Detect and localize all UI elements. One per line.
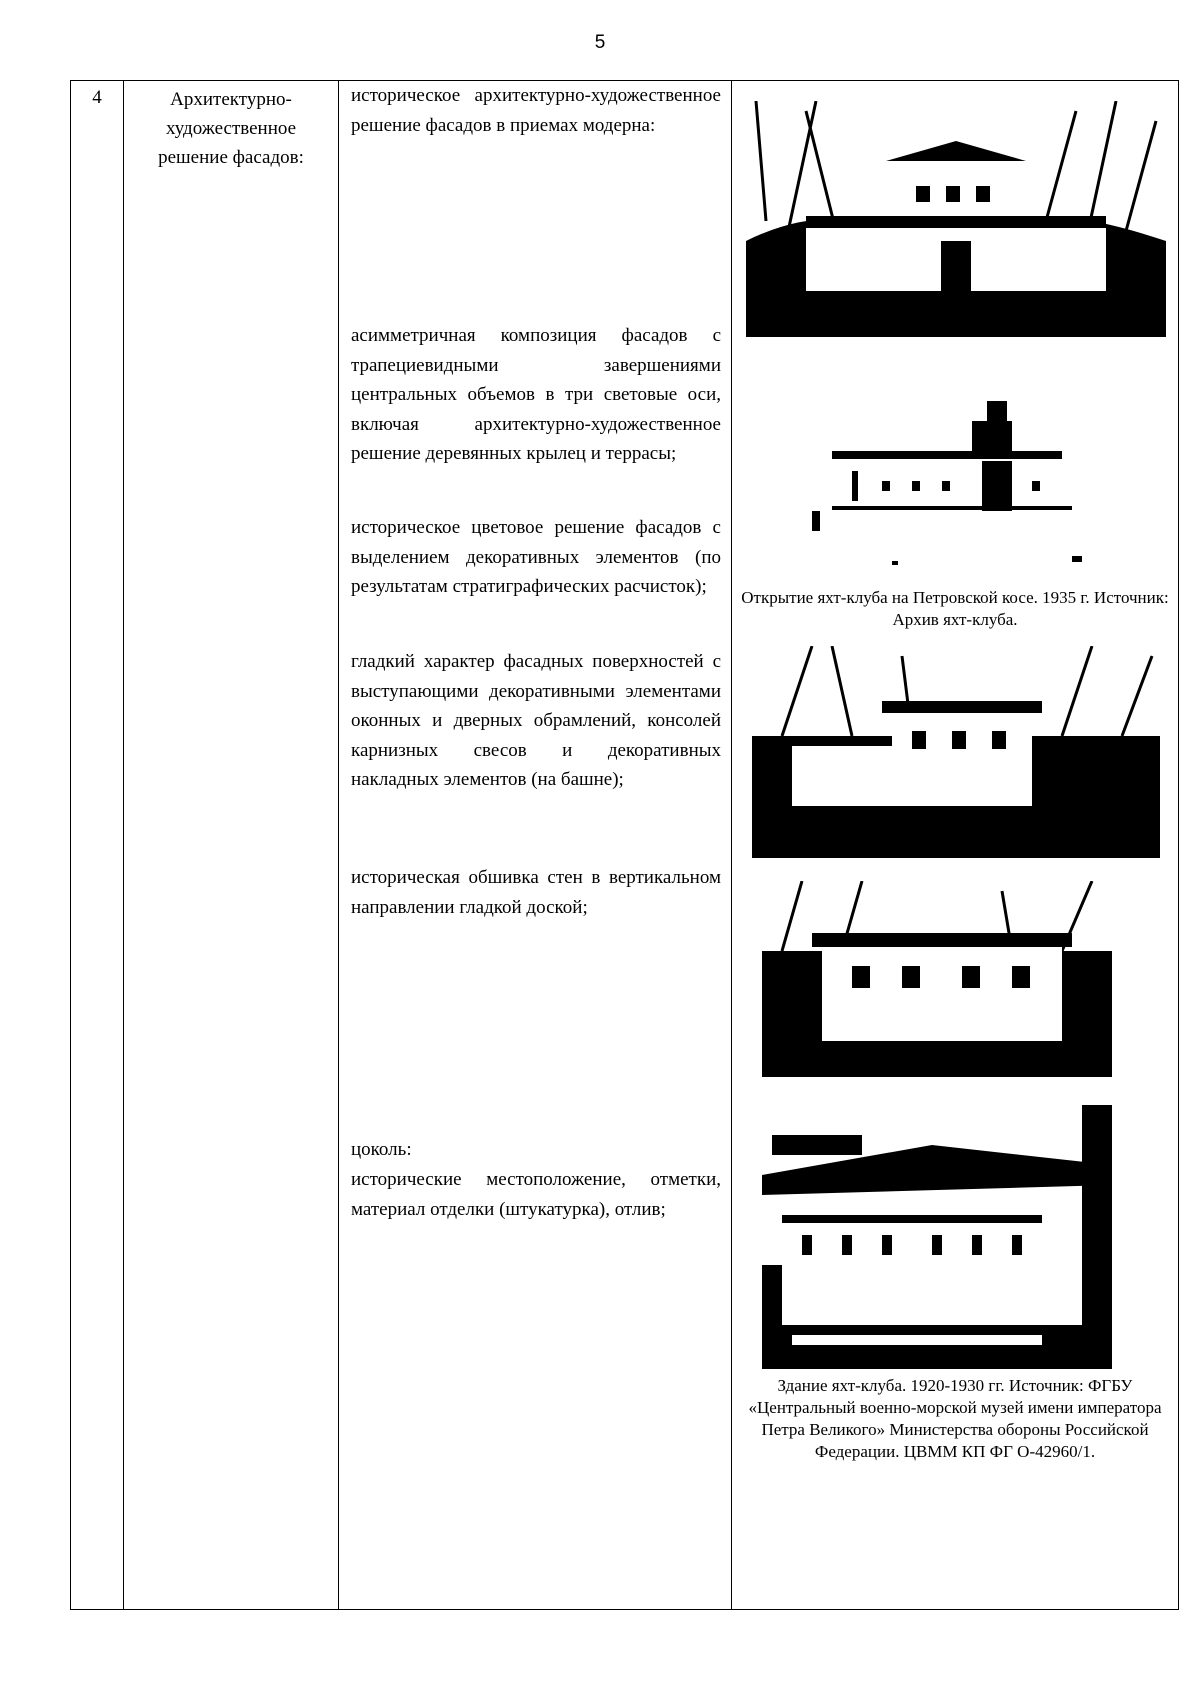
photo-villa-corner xyxy=(762,881,1112,1077)
table-row xyxy=(71,81,1179,1610)
description-item-3: историческое цветовое решение фасадов с выделением декоративных элементов (по результатам стратиграфических расчисток); xyxy=(351,517,721,597)
description-item-5: историческая обшивка стен в вертикальном направлении гладкой доской; xyxy=(351,867,721,918)
description-cell xyxy=(339,81,732,1610)
images-cell xyxy=(732,81,1179,1610)
description-item-2: асимметричная композиция фасадов с трапециевидными завершениями центральных объемов в три световые оси, включая архитектурно-художественное решение деревянных крылец и террасы; xyxy=(351,325,721,464)
photo-yacht-club-building xyxy=(762,1105,1112,1369)
photo-villa-side xyxy=(752,646,1160,858)
photo-yacht-club-opening xyxy=(772,381,1132,581)
row-title: Архитектурно-художественное решение фасадов: xyxy=(158,89,304,168)
heritage-table xyxy=(70,80,1179,1610)
row-number: 4 xyxy=(92,87,102,108)
row-title-cell xyxy=(124,81,339,1610)
photo-caption-2: Здание яхт-клуба. 1920-1930 гг. Источник: ФГБУ «Центральный военно-морской музей имени императора Петра Великого» Министерства обороны Российской Федерации. ЦВММ КП ФГ О-42960/1. xyxy=(748,1376,1162,1461)
photo-caption-1: Открытие яхт-клуба на Петровской косе. 1935 г. Источник: Архив яхт-клуба. xyxy=(741,588,1169,629)
page-number: 5 xyxy=(594,32,606,53)
description-item-7: исторические местоположение, отметки, материал отделки (штукатурка), отлив; xyxy=(351,1169,721,1220)
description-item-1: историческое архитектурно-художественное решение фасадов в приемах модерна: xyxy=(351,85,721,136)
description-item-4: гладкий характер фасадных поверхностей с выступающими декоративными элементами оконных и дверных обрамлений, консолей карнизных свесов и декоративных накладных элементов (на башне); xyxy=(351,651,721,790)
description-item-6: цоколь: xyxy=(351,1139,412,1160)
row-number-cell xyxy=(71,81,124,1610)
photo-villa-front xyxy=(746,101,1166,337)
